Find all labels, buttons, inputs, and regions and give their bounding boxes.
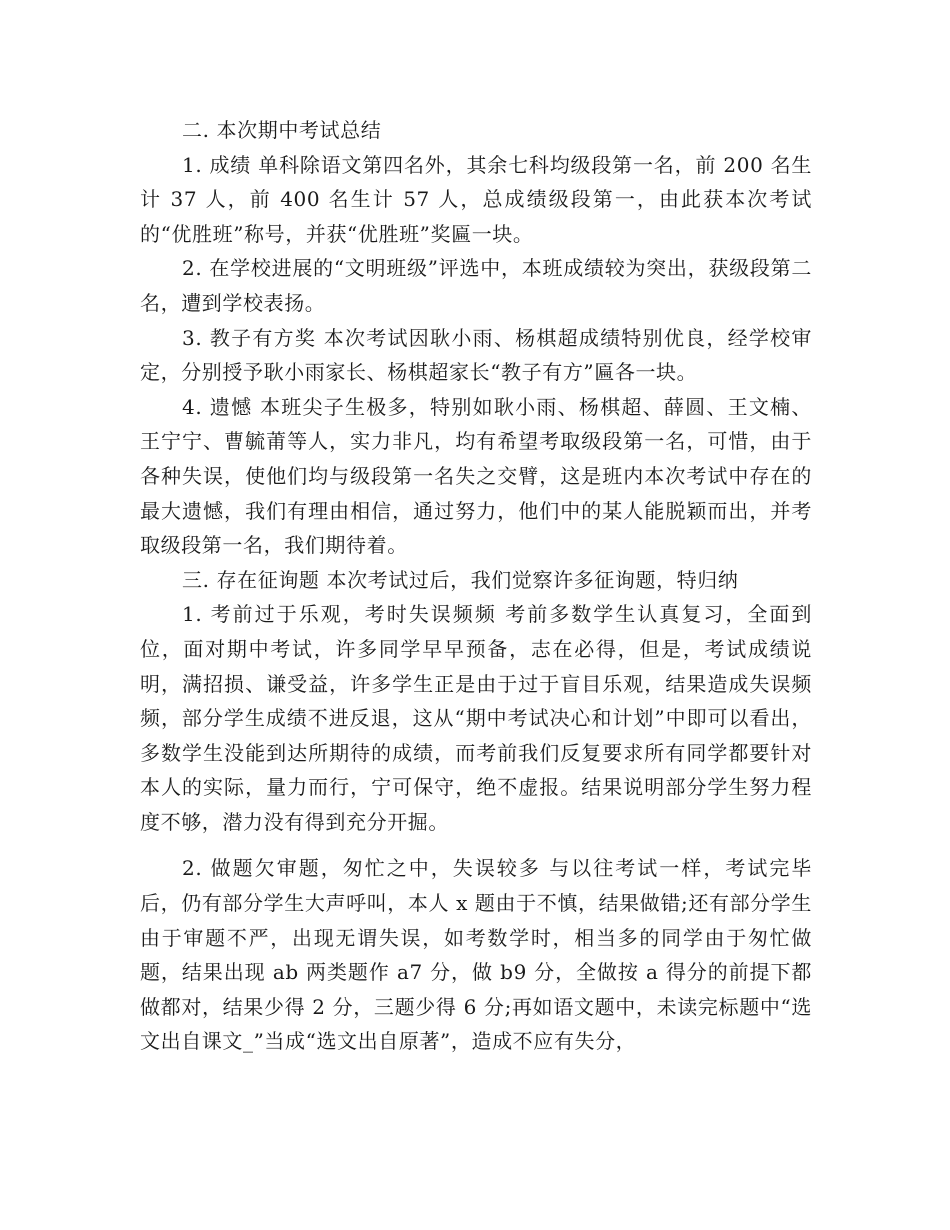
paragraph-overconfidence: 1. 考前过于乐观，考时失误频频 考前多数学生认真复习，全面到位，面对期中考试，许多同学早早预备，志在必得，但是，考试成绩说明，满招损、谦受益，许多学生正是由于过于盲目乐观，结果造成失误频频，部分学生成绩不进反退，这从“期中考试决心和计划”中即可以看出，多数学生没能到达所期待的成绩，而考前我们反复要求所有同学都要针对本人的实际，量力而行，宁可保守，绝不虚报。结果说明部分学生努力程度不够，潜力没有得到充分开掘。 xyxy=(140,602,812,834)
paragraph-civilized-class: 2. 在学校进展的“文明班级”评选中，本班成绩较为突出，获级段第二名，遭到学校表扬。 xyxy=(140,256,812,315)
document-body xyxy=(140,113,812,1059)
section-heading-problems: 三. 存在征询题 本次考试过后，我们觉察许多征询题，特归纳 xyxy=(182,567,739,592)
paragraph-grades: 1. 成绩 单科除语文第四名外，其余七科均级段第一名，前 200 名生计 37 人，前 400 名生计 57 人，总成绩级段第一，由此获本次考试的“优胜班”称号，并获“优胜班”奖匾一块。 xyxy=(140,152,812,246)
paragraph-parenting-award: 3. 教子有方奖 本次考试因耿小雨、杨棋超成绩特别优良，经学校审定，分别授予耿小雨家长、杨棋超家长“教子有方”匾各一块。 xyxy=(140,325,812,385)
paragraph-careless-reading: 2. 做题欠审题，匆忙之中，失误较多 与以往考试一样，考试完毕后，仍有部分学生大声呼叫，本人 x 题由于不慎，结果做错;还有部分学生由于审题不严，出现无谓失误，如考数学时，相当多的同学由于匆忙做题，结果出现 ab 两类题作 a7 分，做 b9 分，全做按 a 得分的前提下都做都对，结果少得 2 分，三题少得 6 分;再如语文题中，未读完标题中“选文出自课文_”当成“选文出自原著”，造成不应有失分， xyxy=(140,856,812,1054)
section-heading-midterm-summary: 二. 本次期中考试总结 xyxy=(182,118,382,142)
paragraph-regrets: 4. 遗憾 本班尖子生极多，特别如耿小雨、杨棋超、薛圆、王文楠、王宁宁、曹毓莆等人，实力非凡，均有希望考取级段第一名，可惜，由于各种失误，使他们均与级段第一名失之交臂，这是班内本次考试中存在的最大遗憾，我们有理由相信，通过努力，他们中的某人能脱颖而出，并考取级段第一名，我们期待着。 xyxy=(140,394,812,558)
